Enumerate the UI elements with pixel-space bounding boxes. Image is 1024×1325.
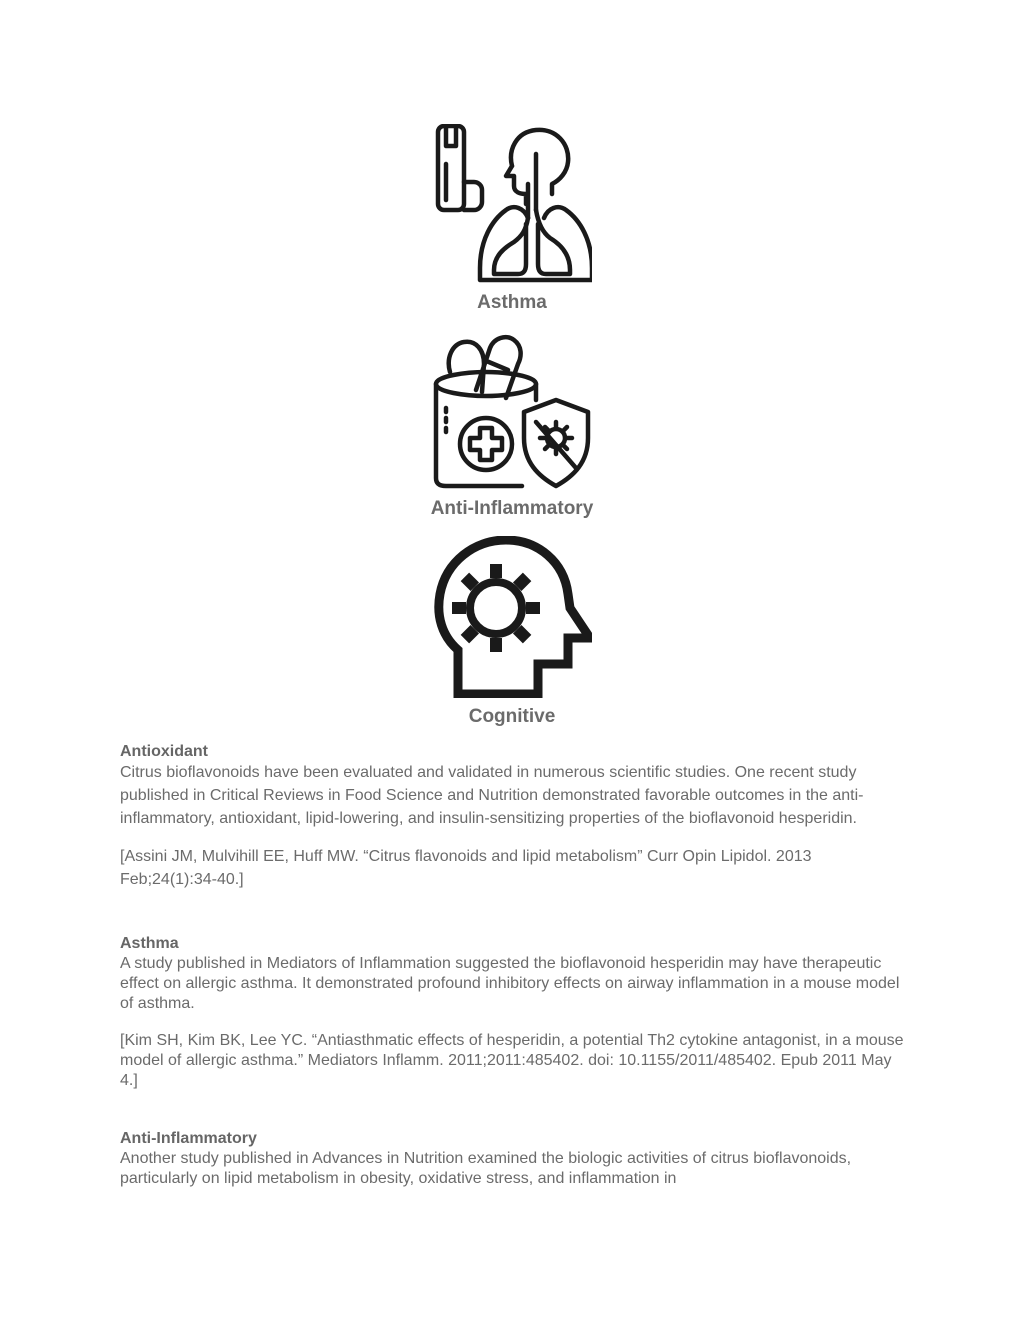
asthma-body: A study published in Mediators of Inflammation suggested the bioflavonoid hesperidin may have therapeutic effect on allergic asthma. It demonstrated profound inhibitory effects on airway inflammation in a mouse model of asthma. [120,955,900,1012]
antioxidant-heading: Antioxidant [120,743,208,760]
asthma-icon-label: Asthma [477,292,547,313]
anti-inflammatory-heading: Anti-Inflammatory [120,1130,257,1147]
anti-inflammatory-icon-block [0,330,1024,490]
asthma-section [120,934,910,1091]
anti-inflammatory-body: Another study published in Advances in Nutrition examined the biologic activities of citrus bioflavonoids, particularly on lipid metabolism in obesity, oxidative stress, and inflammation in [120,1150,852,1187]
inhaler-lungs-icon [432,124,592,284]
anti-inflammatory-icon-label: Anti-Inflammatory [430,498,594,519]
medicine-jar-shield-icon [432,330,592,490]
asthma-citation: [Kim SH, Kim BK, Lee YC. “Antiasthmatic effects of hesperidin, a potential Th2 cytokine antagonist, in a mouse model of allergic asthma.” Mediators Inflamm. 2011;2011:485402. doi: 10.1155/2011/485402. Epub 2011 May 4.] [120,1032,904,1089]
asthma-heading: Asthma [120,935,179,952]
cognitive-icon-label: Cognitive [468,706,556,727]
antioxidant-body: Citrus bioflavonoids have been evaluated and validated in numerous scientific studies. One recent study published in Critical Reviews in Food Science and Nutrition demonstrated favorable outcomes in the anti-inflammatory, antioxidant, lipid-lowering, and insulin-sensitizing properties of the bioflavonoid hesperidin. [120,764,864,827]
asthma-icon-block [0,124,1024,284]
antioxidant-section [120,742,910,891]
cognitive-icon-block [0,536,1024,698]
antioxidant-citation: [Assini JM, Mulvihill EE, Huff MW. “Citrus flavonoids and lipid metabolism” Curr Opin Lipidol. 2013 Feb;24(1):34-40.] [120,848,812,888]
head-gear-icon [432,536,592,698]
anti-inflammatory-section [120,1129,910,1189]
